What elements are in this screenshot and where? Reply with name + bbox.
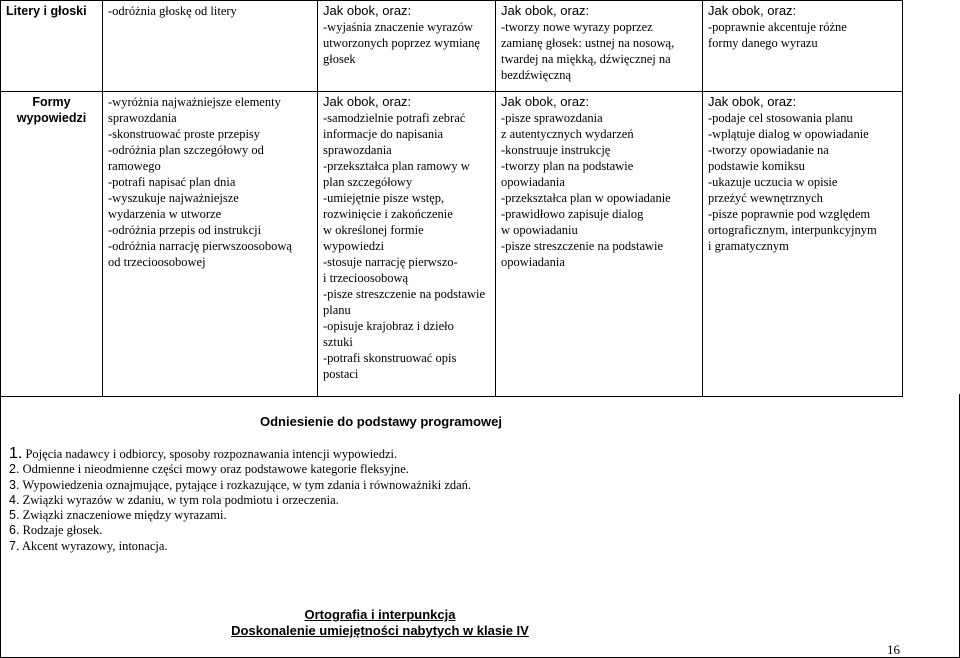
cell-row2-col4	[496, 92, 703, 397]
cell-row1-col4	[496, 1, 703, 92]
list-item-text: Pojęcia nadawcy i odbiorcy, sposoby rozpoznawania intencji wypowiedzi.	[22, 447, 398, 461]
cell-line: sztuki	[323, 335, 353, 349]
cell-line: -tworzy nowe wyrazy poprzez	[501, 20, 653, 34]
cell-line: -prawidłowo zapisuje dialog	[501, 207, 644, 221]
cell-row1-col3	[318, 1, 496, 92]
cell-line: -wyróżnia najważniejsze elementy	[108, 95, 281, 109]
table-row	[1, 1, 960, 92]
cell-line: i gramatycznym	[708, 239, 789, 253]
cell-line: przeżyć wewnętrznych	[708, 191, 823, 205]
cell-line: ramowego	[108, 159, 161, 173]
list-item-text: Odmienne i nieodmienne części mowy oraz podstawowe kategorie fleksyjne.	[19, 462, 409, 477]
cell-line: -wplątuje dialog w opowiadanie	[708, 127, 869, 141]
cell-row2-col5	[703, 92, 903, 397]
list-item-number: 1.	[9, 445, 23, 462]
list-item-text: Wypowiedzenia oznajmujące, pytające i rozkazujące, w tym zdania i równoważniki zdań.	[19, 477, 472, 492]
list-item	[9, 523, 471, 538]
list-item	[9, 446, 471, 462]
cell-line: od trzecioosobowej	[108, 255, 206, 269]
list-item-number: 2.	[9, 462, 20, 477]
table-row	[1, 92, 960, 397]
cell-line: -wyszukuje najważniejsze	[108, 191, 239, 205]
cell-line: wypowiedzi	[323, 239, 385, 253]
cell-line: podstawie komiksu	[708, 159, 805, 173]
cell-line: -podaje cel stosowania planu	[708, 111, 853, 125]
list-item	[9, 462, 471, 477]
list-item-number: 7.	[9, 538, 20, 553]
section-footer	[1, 607, 759, 639]
cell-line: -konstruuje instrukcję	[501, 143, 611, 157]
list-item-number: 4.	[9, 492, 20, 507]
cell-line: -wyjaśnia znaczenie wyrazów	[323, 20, 473, 34]
list-item-number: 6.	[9, 523, 20, 538]
cell-line: -odróżnia narrację pierwszoosobową	[108, 239, 292, 253]
cell-line: -pisze sprawozdania	[501, 111, 603, 125]
footer-line-1: Ortografia i interpunkcja	[304, 607, 456, 622]
cell-line: Jak obok, oraz:	[323, 3, 412, 18]
cell-line: planu	[323, 303, 351, 317]
cell-line: -ukazuje uczucia w opisie	[708, 175, 838, 189]
cell-line: i trzecioosobową	[323, 271, 409, 285]
list-item	[9, 493, 471, 508]
cell-line: -odróżnia głoskę od litery	[108, 4, 237, 18]
reference-section	[0, 394, 960, 658]
cell-row1-col5	[703, 1, 903, 92]
list-item-text: Związki wyrazów w zdaniu, w tym rola podmiotu i orzeczenia.	[19, 492, 339, 507]
list-item-text: Związki znaczeniowe między wyrazami.	[19, 508, 227, 523]
cell-line: -poprawnie akcentuje różne	[708, 20, 847, 34]
cell-line: -odróżnia przepis od instrukcji	[108, 223, 262, 237]
row-header-letters: Litery i głoski	[1, 1, 103, 92]
cell-line: utworzonych poprzez wymianę	[323, 36, 480, 50]
cell-line: Jak obok, oraz:	[323, 94, 412, 109]
cell-line: -tworzy plan na podstawie	[501, 159, 634, 173]
cell-line: -stosuje narrację pierwszo-	[323, 255, 458, 269]
cell-line: formy danego wyrazu	[708, 36, 818, 50]
cell-line: rozwinięcie i zakończenie	[323, 207, 453, 221]
list-item	[9, 539, 471, 554]
list-item	[9, 508, 471, 523]
cell-line: postaci	[323, 367, 359, 381]
cell-line: opowiadania	[501, 255, 565, 269]
cell-line: -umiejętnie pisze wstęp,	[323, 191, 445, 205]
cell-line: opowiadania	[501, 175, 565, 189]
cell-line: -tworzy opowiadanie na	[708, 143, 829, 157]
cell-line: Jak obok, oraz:	[708, 94, 797, 109]
cell-line: bezdźwięczną	[501, 68, 572, 82]
cell-row1-col2	[103, 1, 318, 92]
cell-row2-col2	[103, 92, 318, 397]
list-item-text: Akcent wyrazowy, intonacja.	[19, 538, 168, 553]
cell-line: Jak obok, oraz:	[708, 3, 797, 18]
row-header-forms: Formy wypowiedzi	[1, 92, 103, 397]
cell-line: -pisze streszczenie na podstawie	[501, 239, 664, 253]
cell-line: -potrafi napisać plan dnia	[108, 175, 236, 189]
cell-line: -samodzielnie potrafi zebrać	[323, 111, 466, 125]
page-number: 16	[887, 642, 900, 657]
cell-line: plan szczegółowy	[323, 175, 413, 189]
list-item	[9, 478, 471, 493]
cell-line: -pisze streszczenie na podstawie	[323, 287, 486, 301]
list-item-text: Rodzaje głosek.	[19, 523, 103, 538]
cell-line: w opowiadaniu	[501, 223, 578, 237]
cell-row2-col3	[318, 92, 496, 397]
cell-line: twardej na miękką, dźwięcznej na	[501, 52, 671, 66]
reference-list	[9, 446, 471, 554]
cell-line: sprawozdania	[323, 143, 392, 157]
footer-line-2: Doskonalenie umiejętności nabytych w klasie IV	[231, 623, 529, 638]
cell-line: głosek	[323, 52, 356, 66]
cell-line: Jak obok, oraz:	[501, 94, 590, 109]
cell-line: wydarzenia w utworze	[108, 207, 222, 221]
cell-line: ortograficznym, interpunkcyjnym	[708, 223, 877, 237]
cell-line: sprawozdania	[108, 111, 177, 125]
cell-line: zamianę głosek: ustnej na nosową,	[501, 36, 675, 50]
cell-line: -przekształca plan ramowy w	[323, 159, 470, 173]
list-item-number: 5.	[9, 508, 20, 523]
cell-line: -opisuje krajobraz i dzieło	[323, 319, 454, 333]
reference-title: Odniesienie do podstawy programowej	[260, 414, 502, 429]
list-item-number: 3.	[9, 477, 20, 492]
cell-line: z autentycznych wydarzeń	[501, 127, 634, 141]
cell-line: -odróżnia plan szczegółowy od	[108, 143, 264, 157]
cell-line: Jak obok, oraz:	[501, 3, 590, 18]
cell-line: -potrafi skonstruować opis	[323, 351, 457, 365]
cell-line: informacje do napisania	[323, 127, 444, 141]
cell-line: w określonej formie	[323, 223, 424, 237]
cell-line: -pisze poprawnie pod względem	[708, 207, 871, 221]
cell-line: -skonstruować proste przepisy	[108, 127, 261, 141]
cell-line: -przekształca plan w opowiadanie	[501, 191, 671, 205]
